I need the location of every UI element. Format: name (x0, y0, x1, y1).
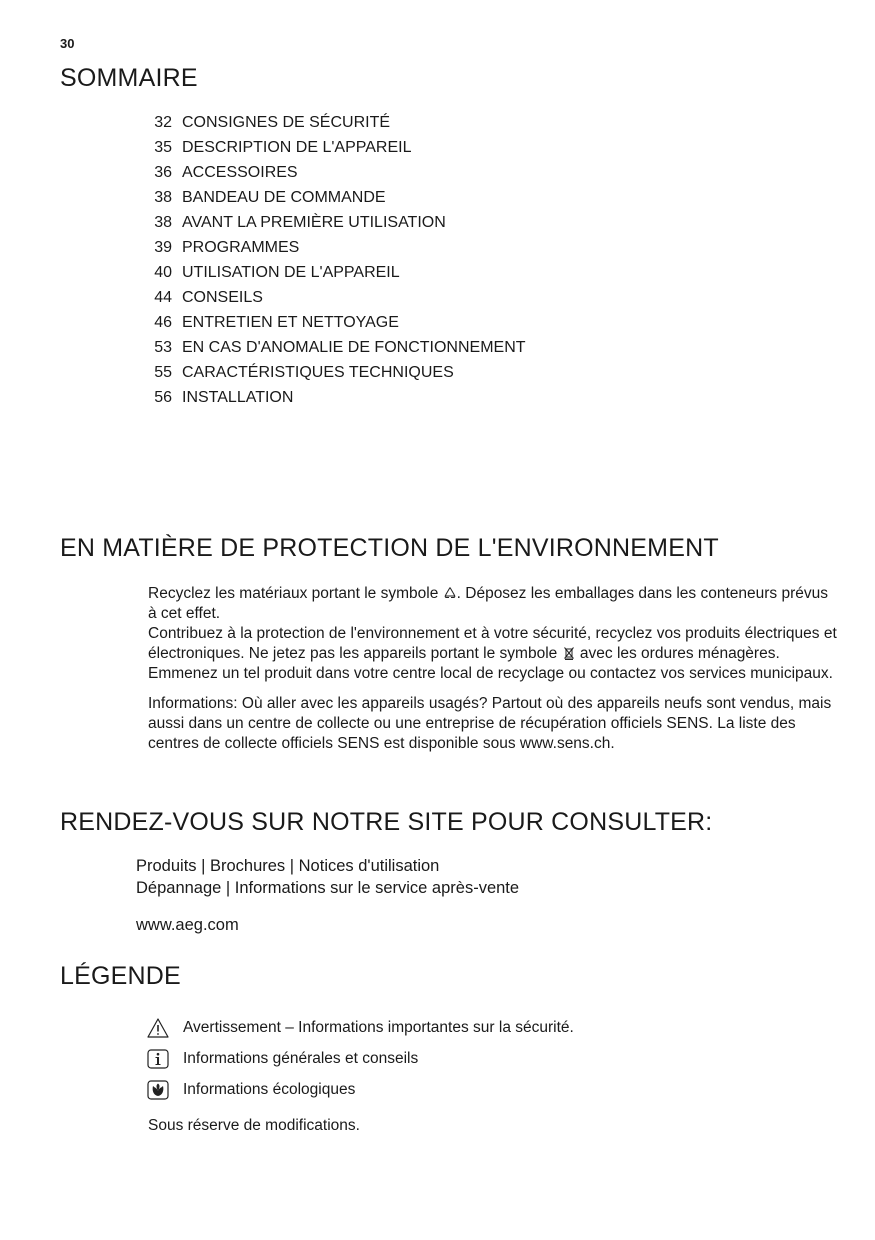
toc-label: BANDEAU DE COMMANDE (182, 189, 386, 206)
toc-item[interactable] (148, 138, 526, 163)
toc-item[interactable] (148, 288, 526, 313)
crossed-bin-icon (562, 646, 576, 660)
toc-label: DESCRIPTION DE L'APPAREIL (182, 139, 412, 156)
site-url-link[interactable]: www.aeg.com (136, 916, 239, 934)
legend-text: Informations générales et conseils (183, 1049, 419, 1067)
toc-label: CARACTÉRISTIQUES TECHNIQUES (182, 364, 454, 381)
toc-page: 46 (154, 314, 172, 331)
toc-label: UTILISATION DE L'APPAREIL (182, 264, 400, 281)
site-line[interactable]: Produits | Brochures | Notices d'utilisation (136, 857, 440, 875)
legend-row (146, 1074, 574, 1105)
toc-page: 32 (154, 114, 172, 131)
toc-label: CONSEILS (182, 289, 263, 306)
recycle-icon (443, 586, 457, 600)
toc-page: 53 (154, 339, 172, 356)
toc-label: ENTRETIEN ET NETTOYAGE (182, 314, 399, 331)
warning-icon (146, 1017, 170, 1039)
toc-item[interactable] (148, 313, 526, 338)
toc-item[interactable] (148, 238, 526, 263)
toc-item[interactable] (148, 163, 526, 188)
legend-row (146, 1012, 574, 1043)
env-text: . Déposez les emballages dans les conteneurs prévus à cet effet. (148, 585, 828, 622)
toc-label: CONSIGNES DE SÉCURITÉ (182, 114, 391, 131)
environment-paragraph (148, 584, 838, 624)
toc-label: ACCESSOIRES (182, 164, 298, 181)
sommaire-title: SOMMAIRE (60, 64, 198, 92)
toc-page: 55 (154, 364, 172, 381)
environment-info: Informations: Où aller avec les appareils usagés? Partout où des appareils neufs sont vendus, mais aussi dans un centre de collecte ou une entreprise de récupération officiels SENS. La liste des centres de collecte officiels SENS est disponible sous www.sens.ch. (148, 695, 832, 752)
toc-page: 56 (154, 389, 172, 406)
env-text: Recyclez les matériaux portant le symbole (148, 585, 439, 602)
toc-item[interactable] (148, 188, 526, 213)
toc-page: 40 (154, 264, 172, 281)
env-text: avec les ordures ménagères. Emmenez un tel produit dans votre centre local de recyclage ou contactez vos services municipaux. (148, 645, 833, 682)
page-number: 30 (60, 36, 75, 51)
toc-page: 36 (154, 164, 172, 181)
toc-page: 38 (154, 189, 172, 206)
legend-text: Informations écologiques (183, 1080, 356, 1098)
legend-row (146, 1043, 574, 1074)
toc-item[interactable] (148, 388, 526, 413)
site-title: RENDEZ-VOUS SUR NOTRE SITE POUR CONSULTER: (60, 808, 713, 836)
toc-page: 44 (154, 289, 172, 306)
toc-label: INSTALLATION (182, 389, 294, 406)
environment-title: EN MATIÈRE DE PROTECTION DE L'ENVIRONNEMENT (60, 534, 719, 562)
legend-note: Sous réserve de modifications. (148, 1117, 360, 1134)
table-of-contents (148, 113, 526, 413)
toc-label: PROGRAMMES (182, 239, 300, 256)
toc-item[interactable] (148, 363, 526, 388)
site-section (136, 856, 519, 937)
info-icon (146, 1048, 170, 1070)
toc-item[interactable] (148, 213, 526, 238)
legend-section (146, 1012, 574, 1135)
legende-title: LÉGENDE (60, 962, 181, 990)
env-text: Contribuez à la protection de l'environnement et à votre sécurité, recyclez vos produits électriques et électroniques. Ne jetez pas les appareils portant le symbole (148, 625, 837, 662)
toc-item[interactable] (148, 338, 526, 363)
environment-paragraph (148, 624, 838, 684)
site-line[interactable]: Dépannage | Informations sur le service après-vente (136, 878, 520, 897)
toc-page: 38 (154, 214, 172, 231)
toc-item[interactable] (148, 263, 526, 288)
toc-label: AVANT LA PREMIÈRE UTILISATION (182, 214, 446, 231)
environment-section (148, 584, 838, 754)
legend-text: Avertissement – Informations importantes sur la sécurité. (183, 1018, 574, 1036)
toc-page: 39 (154, 239, 172, 256)
toc-item[interactable] (148, 113, 526, 138)
toc-label: EN CAS D'ANOMALIE DE FONCTIONNEMENT (182, 339, 526, 356)
eco-icon (146, 1079, 170, 1101)
toc-page: 35 (154, 139, 172, 156)
